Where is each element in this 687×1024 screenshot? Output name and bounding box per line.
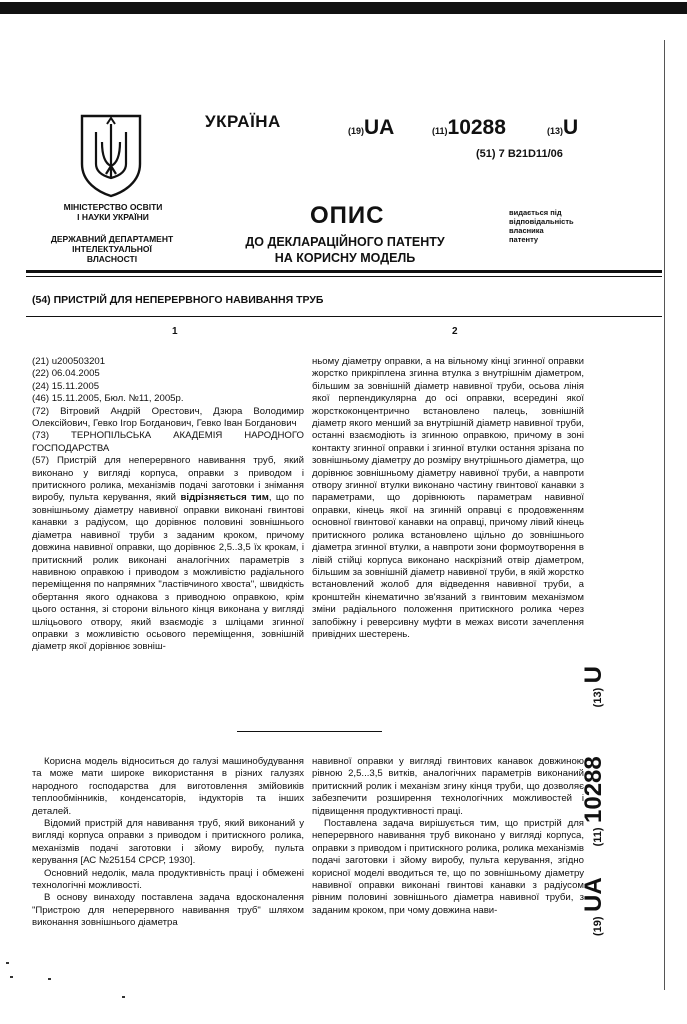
- description-column-1: [32, 756, 304, 930]
- side-ua: UA: [580, 877, 607, 912]
- section-separator: [237, 731, 382, 732]
- trident-emblem-icon: [76, 112, 146, 198]
- field-73: (73) ТЕРНОПІЛЬСЬКА АКАДЕМІЯ НАРОДНОГО ГОСПОДАРСТВА: [32, 430, 304, 454]
- side-code-11: (11): [592, 827, 604, 847]
- ministry-name: [50, 202, 176, 222]
- patent-title: (54) ПРИСТРІЙ ДЛЯ НЕПЕРЕРВНОГО НАВИВАННЯ ТРУБ: [32, 294, 324, 306]
- top-scan-bar: [0, 2, 687, 14]
- desc-paragraph: Відомий пристрій для навивання труб, який виконаний у вигляді корпуса оправки з приводом і притискного ролика, механізмів подачі заготовки і зйому виробу, пульта керування [АС №25154 СРСР, 1930].: [32, 818, 304, 867]
- field-72: (72) Вітровий Андрій Орестович, Дзюра Володимир Олексійович, Гевко Ігор Богданович, Гевко Іван Богданович: [32, 405, 304, 430]
- biblio-column: [32, 356, 304, 654]
- side-number: 10288: [580, 756, 607, 823]
- issued-line-2: відповідальність: [509, 217, 574, 226]
- field-46: (46) 15.11.2005, Бюл. №11, 2005р.: [32, 393, 184, 405]
- field-21: (21) u200503201: [32, 356, 106, 367]
- issued-line-4: патенту: [509, 235, 539, 244]
- code-11: [432, 116, 506, 140]
- code-13-label: (13): [547, 126, 564, 136]
- country-name: УКРАЇНА: [205, 112, 281, 131]
- side-code-19: (19): [592, 916, 604, 936]
- subtitle-line-2: НА КОРИСНУ МОДЕЛЬ: [274, 251, 416, 265]
- field-22: (22) 06.04.2005: [32, 368, 100, 380]
- issued-note: [509, 208, 574, 244]
- ipc-class: [476, 148, 563, 160]
- department-name: [34, 234, 190, 264]
- issued-line-3: власника: [509, 226, 544, 235]
- code-19: [348, 116, 394, 140]
- code-19-label: (19): [348, 126, 365, 136]
- department-line-2: ІНТЕЛЕКТУАЛЬНОЇ: [72, 244, 152, 254]
- header-rule-thin: [26, 276, 662, 277]
- desc-paragraph: Корисна модель відноситься до галузі машинобудування та може мати широке використання в різних галузях народного господарства для виготовлення змійовиків теплообмінників, конденсаторів, індукторів та інших деталей.: [32, 756, 304, 817]
- field-57-claim: [32, 455, 304, 654]
- side-publication-number: [580, 666, 608, 936]
- code-19-value: UA: [364, 116, 395, 139]
- code-13-value: U: [563, 116, 579, 139]
- issued-line-1: видається під: [509, 208, 562, 217]
- desc-paragraph: Поставлена задача вирішується тим, що пристрій для неперервного навивання труб виконано у вигляді корпуса, оправки з приводом і притискного ролика, ролика механізмів подачі заготовки і зйому виробу, пульта керування, згідно корисної моделі вводиться те, що по зовнішньому діаметру навивної оправки виконані гвинтові канавки з радіусом рівним половині зовнішнього діаметра навивної труби, з заданим кроком, при чому довжина нави-: [312, 818, 584, 916]
- ministry-line-2: І НАУКИ УКРАЇНИ: [77, 212, 149, 222]
- ministry-line-1: МІНІСТЕРСТВО ОСВІТИ: [63, 202, 163, 212]
- desc-paragraph: Основний недолік, мала продуктивність праці і обмежені технологічні можливості.: [32, 867, 304, 892]
- claim-preamble: (57) Пристрій для неперервного навивання труб, який виконано у вигляді корпуса, оправки з приводом і притискного ролика, механізмів подачі заготовки і знімання виробу, пульта керування, який: [32, 455, 304, 504]
- claim-column-2: [312, 356, 584, 641]
- ipc-value: B21D11/06: [507, 148, 563, 160]
- ipc-label: (51) 7: [476, 148, 505, 160]
- code-13: [547, 116, 578, 140]
- code-11-value: 10288: [447, 116, 506, 139]
- document-subtitle: [225, 234, 465, 266]
- scan-speck: [122, 996, 125, 998]
- side-code-13: (13): [592, 687, 604, 708]
- title-rule: [26, 316, 662, 317]
- department-line-1: ДЕРЖАВНИЙ ДЕПАРТАМЕНТ: [50, 234, 174, 244]
- header-rule-thick: [26, 270, 662, 273]
- page-edge-line: [664, 40, 665, 990]
- field-24: (24) 15.11.2005: [32, 380, 100, 392]
- desc-paragraph: навивної оправки у вигляді гвинтових канавок довжиною рівною 2,5...3,5 витків, аналогічних параметрів виконаний притискний ролик і механізм згину кінця труби, що дозволяє забезпечити розширення технологічних можливостей і підвищення продуктивності праці.: [312, 756, 584, 817]
- column-number-2: 2: [452, 326, 458, 337]
- document-type: ОПИС: [310, 202, 385, 229]
- scan-speck: [10, 976, 13, 978]
- description-column-2: [312, 756, 584, 917]
- scan-speck: [6, 962, 9, 964]
- column-number-1: 1: [172, 326, 178, 337]
- subtitle-line-1: ДО ДЕКЛАРАЦІЙНОГО ПАТЕНТУ: [245, 235, 445, 249]
- claim-distinguishing: відрізняється тим: [180, 492, 269, 504]
- side-u: U: [580, 665, 607, 684]
- scan-speck: [48, 978, 51, 980]
- claim-continuation: ньому діаметру оправки, а на вільному кінці згинної оправки жорстко прикріплена згинна втулка з внутрішнім діаметром, більшим за зовнішній діаметр навивної труби, осьова лінія якої перпендикулярна до осі оправки, всередині якої жорсткоконцентрично встановлено палець, зовнішній діаметр якого менший за внутрішній діаметр навивної труби, останні взаємодіють із згинною оправкою, причому в зоні контакту згинної оправки і згинної втулки остання зрізана по зовнішньому діаметру до розміру внутрішнього діаметра, що дорівнює зовнішньому діаметру навивної труби, а навпроти отвору згинної втулки виконано частину гвинтової канавки з параметрами, що дорівнюють параметрам навивної оправки, кінець якої на згинній оправці є продовженням основної гвинтової канавки на оправці, причому лівий кінець притискного ролика встановлено щільно до зовнішнього діаметра згинної втулки, а навпроти зони формоутворення в лівій стійці корпуса виконано наскрізний отвір діаметром, більшим за зовнішній діаметр навивної труби, в якій жорстко встановлений жолоб для відведення навивної труби, а кронштейн кінематично зв'язаний з гвинтовим механізмом зміни радіального положення притискного ролика через запобіжну і реверсивну муфти в межах висоти зачеплення привідних шестерень.: [312, 356, 584, 640]
- code-11-label: (11): [432, 126, 448, 136]
- claim-body: , що по зовнішньому діаметру навивної оправки виконані гвинтові канавки з радіусом, що дорівнює половині зовнішнього діаметра навивної труби з заданим кроком, причому довжина навивної оправки, що дорівнює 2,5..3,5 їх крокам, і притискний ролик виконані аналогічних параметрів з навивною оправкою і приводом з можливістю радіального переміщення по напрямних "ластівчиного хвоста", швидкість обертання якого однакова з приводною оправкою, крім цього остання, зі сторони вільного кінця виконана у вигляді шліцьового отвору, який взаємодіє з шліцами згинної оправки з можливістю осьового переміщення, зовнішній діаметр якої дорівнює зовніш-: [32, 492, 305, 653]
- desc-paragraph: В основу винаходу поставлена задача вдосконалення "Пристрою для неперервного навивання труб" шляхом виконання зовнішнього діаметра: [32, 892, 304, 929]
- department-line-3: ВЛАСНОСТІ: [86, 254, 138, 264]
